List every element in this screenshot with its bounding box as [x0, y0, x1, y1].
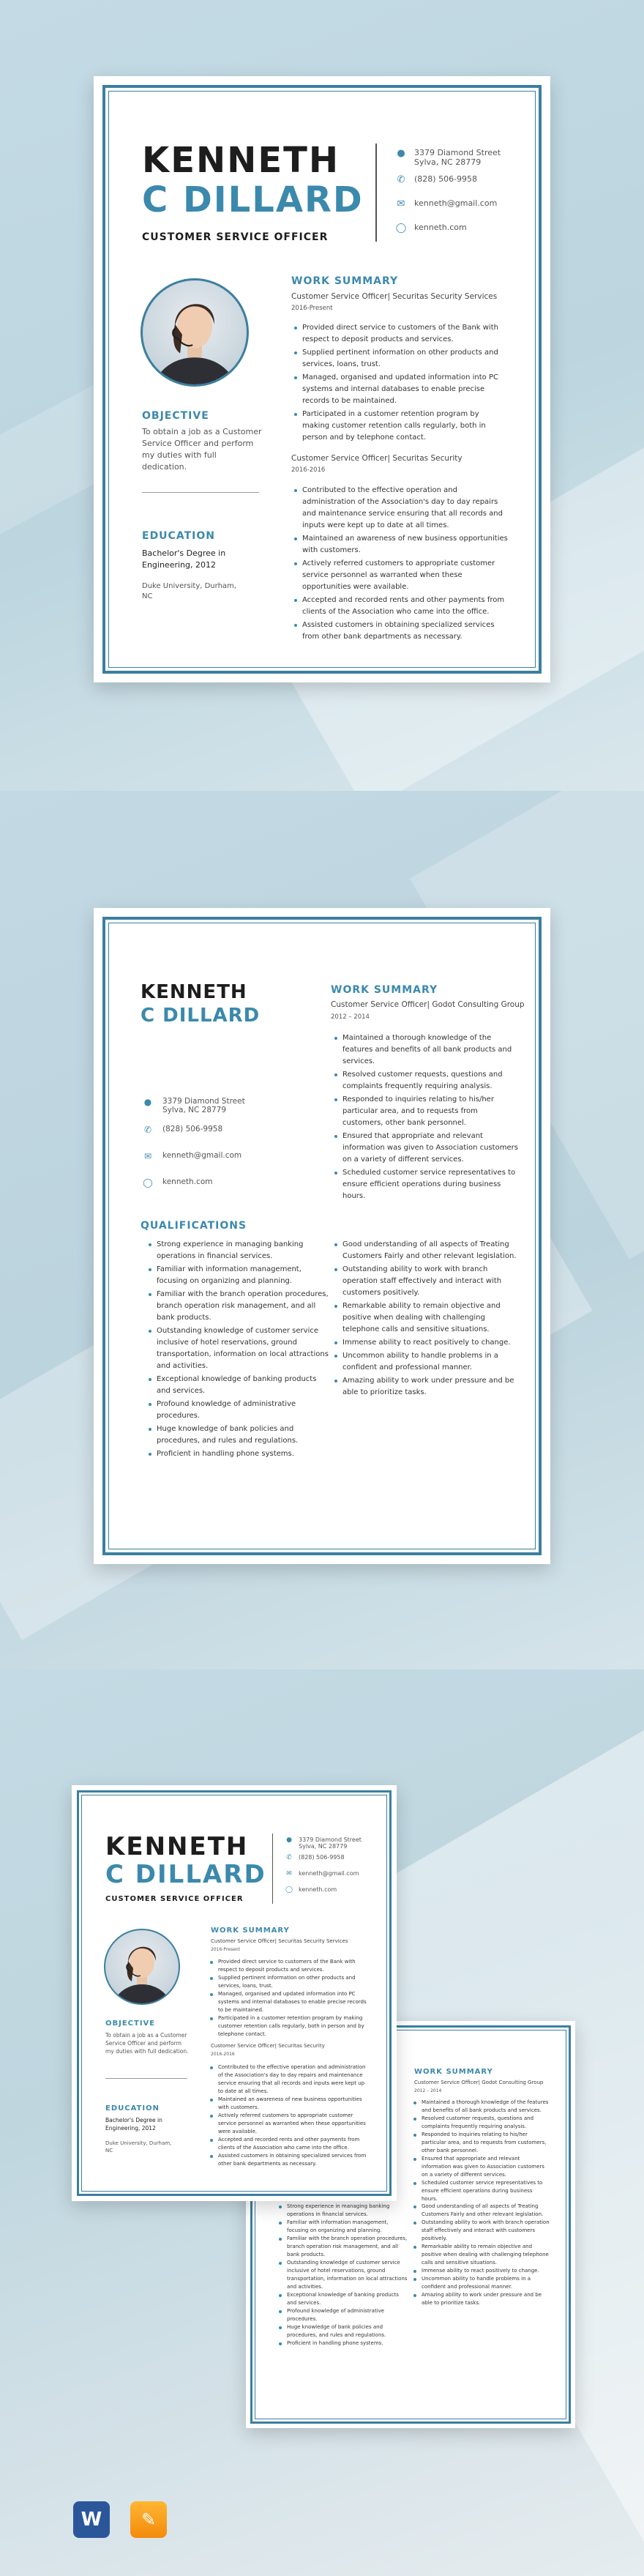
list-item: Remarkable ability to remain objective and positive when dealing with challenging telephone calls and sensitive situations. [422, 2244, 549, 2266]
objective-heading: OBJECTIVE [105, 2020, 156, 2028]
qualifications-right [422, 2203, 550, 2307]
list-item: Scheduled customer service representatives to ensure efficient operations during business hours. [422, 2179, 550, 2203]
list-item: Outstanding ability to work with branch operation staff effectively and interact with customers positively. [342, 1264, 518, 1299]
list-item: Proficient in handling phone systems. [287, 2339, 408, 2348]
list-item: Amazing ability to work under pressure and be able to prioritize tasks. [422, 2291, 550, 2307]
location-pin-icon: ● [143, 1097, 152, 1107]
globe-icon: ◯ [395, 223, 407, 234]
list-item: Resolved customer requests, questions and complaints frequently requiring analysis. [422, 2115, 550, 2131]
list-item: Actively referred customers to appropriate customer service personnel as warranted when these opportunities were available. [218, 2112, 368, 2136]
qualifications-left [287, 2203, 408, 2348]
location-pin-icon: ● [286, 1836, 292, 1844]
list-item: Proficient in handling phone systems. [157, 1448, 332, 1460]
list-item: Maintained an awareness of new business opportunities with customers. [302, 533, 511, 556]
work-summary-heading: WORK SUMMARY [211, 1927, 290, 1935]
list-item: Resolved customer requests, questions and complaints frequently requiring analysis. [342, 1069, 518, 1092]
job-3-dates: 2012 – 2014 [414, 2088, 442, 2093]
job-1-dates: 2016-Present [291, 305, 333, 312]
list-item: Strong experience in managing banking operations in financial services. [157, 1239, 332, 1262]
list-item: Familiar with the branch operation procedures, branch operation risk management, and all bank products. [287, 2236, 408, 2257]
profile-photo [104, 1929, 180, 2005]
list-item: Exceptional knowledge of banking products and services. [157, 1374, 332, 1397]
last-name: C DILLARD [142, 179, 364, 220]
objective-text: To obtain a job as a Customer Service Officer and perform my duties with full dedication. [105, 2032, 189, 2055]
email-icon: ✉ [397, 198, 405, 209]
list-item: Amazing ability to work under pressure and be able to prioritize tasks. [342, 1375, 518, 1399]
list-item: Participated in a customer retention program by making customer retention calls regularly, both in person and by telephone contact. [302, 409, 507, 444]
job-2-dates: 2016-2016 [291, 466, 326, 474]
phone-icon: ✆ [143, 1125, 152, 1135]
work-summary-heading: WORK SUMMARY [331, 984, 438, 996]
pages-app-icon[interactable] [130, 2501, 167, 2538]
list-item: Outstanding knowledge of customer service inclusive of hotel reservations, ground transportation, information on local attractions and activities. [157, 1325, 332, 1372]
list-item: Ensured that appropriate and relevant information was given to Association customers on a variety of different services. [342, 1131, 518, 1166]
first-name: KENNETH [105, 1832, 249, 1861]
contact-block [285, 1836, 388, 1894]
job-3-bullets [422, 2099, 550, 2203]
list-item: Exceptional knowledge of banking products and services. [287, 2291, 408, 2307]
email-icon: ✉ [286, 1870, 292, 1877]
list-item: Assisted customers in obtaining specialized services from other bank departments as necessary. [302, 619, 511, 643]
work-summary-heading: WORK SUMMARY [291, 275, 399, 287]
list-item: Scheduled customer service representatives to ensure efficient operations during business hours. [342, 1167, 518, 1202]
list-item: Good understanding of all aspects of Treating Customers Fairly and other relevant legislation. [422, 2203, 550, 2219]
list-item: Contributed to the effective operation and administration of the Association's day to day repairs and maintenance service ensuring that all records and inputs were kept up to date at all times. [218, 2063, 368, 2096]
contact-block [395, 148, 534, 234]
list-item: Immense ability to react positively to change. [422, 2267, 550, 2275]
job-1-title: Customer Service Officer| Securitas Security Services [291, 292, 498, 301]
address-line1: 3379 Diamond Street [162, 1097, 245, 1106]
address-line1: 3379 Diamond Street [299, 1836, 362, 1843]
list-item: Outstanding knowledge of customer service inclusive of hotel reservations, ground transportation, information on local attractions and activities. [287, 2260, 408, 2290]
list-item: Responded to inquiries relating to his/her particular area, and to requests from customers, other bank personnel. [342, 1094, 518, 1129]
list-item: Profound knowledge of administrative procedures. [157, 1399, 332, 1422]
education-heading: EDUCATION [142, 530, 215, 542]
last-name: C DILLARD [105, 1860, 266, 1889]
list-item: Participated in a customer retention program by making customer retention calls regularly, both in person and by telephone contact. [218, 2014, 368, 2039]
list-item: Huge knowledge of bank policies and procedures, and rules and regulations. [157, 1423, 332, 1447]
phone-icon: ✆ [286, 1854, 292, 1861]
first-name: KENNETH [142, 140, 340, 181]
list-item: Maintained a thorough knowledge of the features and benefits of all bank products and services. [422, 2099, 549, 2113]
phone-number: (828) 506-9958 [299, 1854, 345, 1861]
address-line2: Sylva, NC 28779 [414, 157, 482, 167]
job-3-bullets [342, 1032, 518, 1202]
preview-page-1-small [72, 1785, 397, 2201]
word-icon-label: W [80, 2509, 102, 2531]
job-2-bullets [218, 2063, 368, 2168]
list-item: Actively referred customers to appropriate customer service personnel as warranted when these opportunities were available. [302, 558, 511, 593]
email-icon: ✉ [143, 1151, 152, 1161]
email-address: kenneth@gmail.com [299, 1870, 359, 1877]
job-title: CUSTOMER SERVICE OFFICER [142, 231, 329, 243]
qualifications-heading: QUALIFICATIONS [141, 1220, 247, 1232]
list-item: Managed, organised and updated information into PC systems and internal databases to enable precise records to be maintained. [302, 372, 507, 407]
resume-page-2 [94, 908, 550, 1564]
job-2-bullets [302, 485, 511, 643]
list-item: Provided direct service to customers of the Bank with respect to deposit products and services. [302, 322, 507, 346]
address-line2: Sylva, NC 28779 [299, 1843, 348, 1850]
list-item: Familiar with information management, focusing on organizing and planning. [157, 1264, 332, 1287]
globe-icon: ◯ [285, 1886, 293, 1894]
list-item: Provided direct service to customers of the Bank with respect to deposit products and services. [218, 1958, 368, 1974]
first-name: KENNETH [141, 981, 247, 1003]
phone-icon: ✆ [397, 174, 405, 185]
phone-number: (828) 506-9958 [414, 174, 478, 184]
list-item: Profound knowledge of administrative procedures. [287, 2307, 408, 2323]
list-item: Strong experience in managing banking operations in financial services. [287, 2203, 408, 2219]
list-item: Responded to inquiries relating to his/her particular area, and to requests from customers, other bank personnel. [422, 2131, 550, 2155]
address-line2: Sylva, NC 28779 [162, 1106, 227, 1114]
website: kenneth.com [414, 223, 467, 232]
profile-photo [141, 278, 249, 387]
list-item: Accepted and recorded rents and other payments from clients of the Association who came into the office. [218, 2136, 368, 2152]
education-degree: Bachelor's Degree in Engineering, 2012 [142, 548, 226, 570]
list-item: Remarkable ability to remain objective and positive when dealing with challenging telephone calls and sensitive situations. [342, 1300, 518, 1336]
list-item: Maintained a thorough knowledge of the features and benefits of all bank products and services. [342, 1032, 518, 1068]
job-3-dates: 2012 – 2014 [331, 1013, 370, 1021]
list-item: Ensured that appropriate and relevant information was given to Association customers on a variety of different services. [422, 2155, 550, 2179]
list-item: Uncommon ability to handle problems in a confident and professional manner. [422, 2275, 550, 2291]
list-item: Assisted customers in obtaining specialized services from other bank departments as necessary. [218, 2152, 368, 2168]
list-item: Supplied pertinent information on other products and services, loans, trust. [218, 1974, 368, 1990]
address-line1: 3379 Diamond Street [414, 148, 501, 157]
job-1-bullets [218, 1958, 368, 2039]
job-1-dates: 2016-Present [211, 1947, 240, 1952]
objective-heading: OBJECTIVE [142, 410, 209, 422]
list-item: Immense ability to react positively to change. [342, 1337, 518, 1349]
qualifications-right [342, 1239, 518, 1399]
location-pin-icon: ● [397, 148, 405, 159]
education-school: Duke University, Durham, NC [105, 2140, 172, 2154]
list-item: Supplied pertinent information on other products and services, loans, trust. [302, 347, 507, 371]
objective-text: To obtain a job as a Customer Service Officer and perform my duties with full dedication. [142, 427, 262, 472]
list-item: Contributed to the effective operation and administration of the Association's day to day repairs and maintenance service ensuring that all records and inputs were kept up to date at all times. [302, 485, 511, 532]
qualifications-left [157, 1239, 332, 1460]
job-3-title: Customer Service Officer| Godot Consulting Group [414, 2080, 544, 2085]
job-2-title: Customer Service Officer| Securitas Security [291, 454, 463, 463]
job-1-title: Customer Service Officer| Securitas Security Services [211, 1938, 348, 1944]
word-app-icon[interactable] [73, 2501, 110, 2538]
resume-page-1 [94, 76, 550, 682]
website: kenneth.com [299, 1886, 337, 1893]
list-item: Huge knowledge of bank policies and procedures, and rules and regulations. [287, 2323, 408, 2339]
job-2-dates: 2016-2016 [211, 2052, 235, 2057]
email-address: kenneth@gmail.com [162, 1151, 242, 1160]
contact-block [142, 1097, 288, 1188]
job-1-bullets [302, 322, 507, 444]
list-item: Familiar with information management, focusing on organizing and planning. [287, 2219, 408, 2235]
list-item: Accepted and recorded rents and other payments from clients of the Association who came into the office. [302, 595, 511, 618]
globe-icon: ◯ [143, 1177, 153, 1188]
job-2-title: Customer Service Officer| Securitas Security [211, 2043, 325, 2049]
last-name: C DILLARD [141, 1005, 261, 1027]
job-3-title: Customer Service Officer| Godot Consulting Group [331, 1000, 525, 1009]
list-item: Good understanding of all aspects of Treating Customers Fairly and other relevant legislation. [342, 1239, 518, 1262]
list-item: Uncommon ability to handle problems in a confident and professional manner. [342, 1350, 518, 1374]
email-address: kenneth@gmail.com [414, 198, 498, 208]
website: kenneth.com [162, 1177, 213, 1186]
phone-number: (828) 506-9958 [162, 1125, 223, 1133]
education-degree: Bachelor's Degree in Engineering, 2012 [105, 2117, 162, 2132]
list-item: Outstanding ability to work with branch operation staff effectively and interact with customers positively. [422, 2219, 550, 2241]
work-summary-heading: WORK SUMMARY [414, 2068, 493, 2076]
list-item: Managed, organised and updated information into PC systems and internal databases to enable precise records to be maintained. [218, 1990, 368, 2014]
education-heading: EDUCATION [105, 2104, 160, 2112]
pages-icon-label: ✎ [141, 2509, 157, 2530]
list-item: Familiar with the branch operation procedures, branch operation risk management, and all bank products. [157, 1289, 332, 1324]
job-title: CUSTOMER SERVICE OFFICER [105, 1895, 244, 1903]
list-item: Maintained an awareness of new business opportunities with customers. [218, 2096, 368, 2112]
education-school: Duke University, Durham, NC [142, 582, 236, 600]
